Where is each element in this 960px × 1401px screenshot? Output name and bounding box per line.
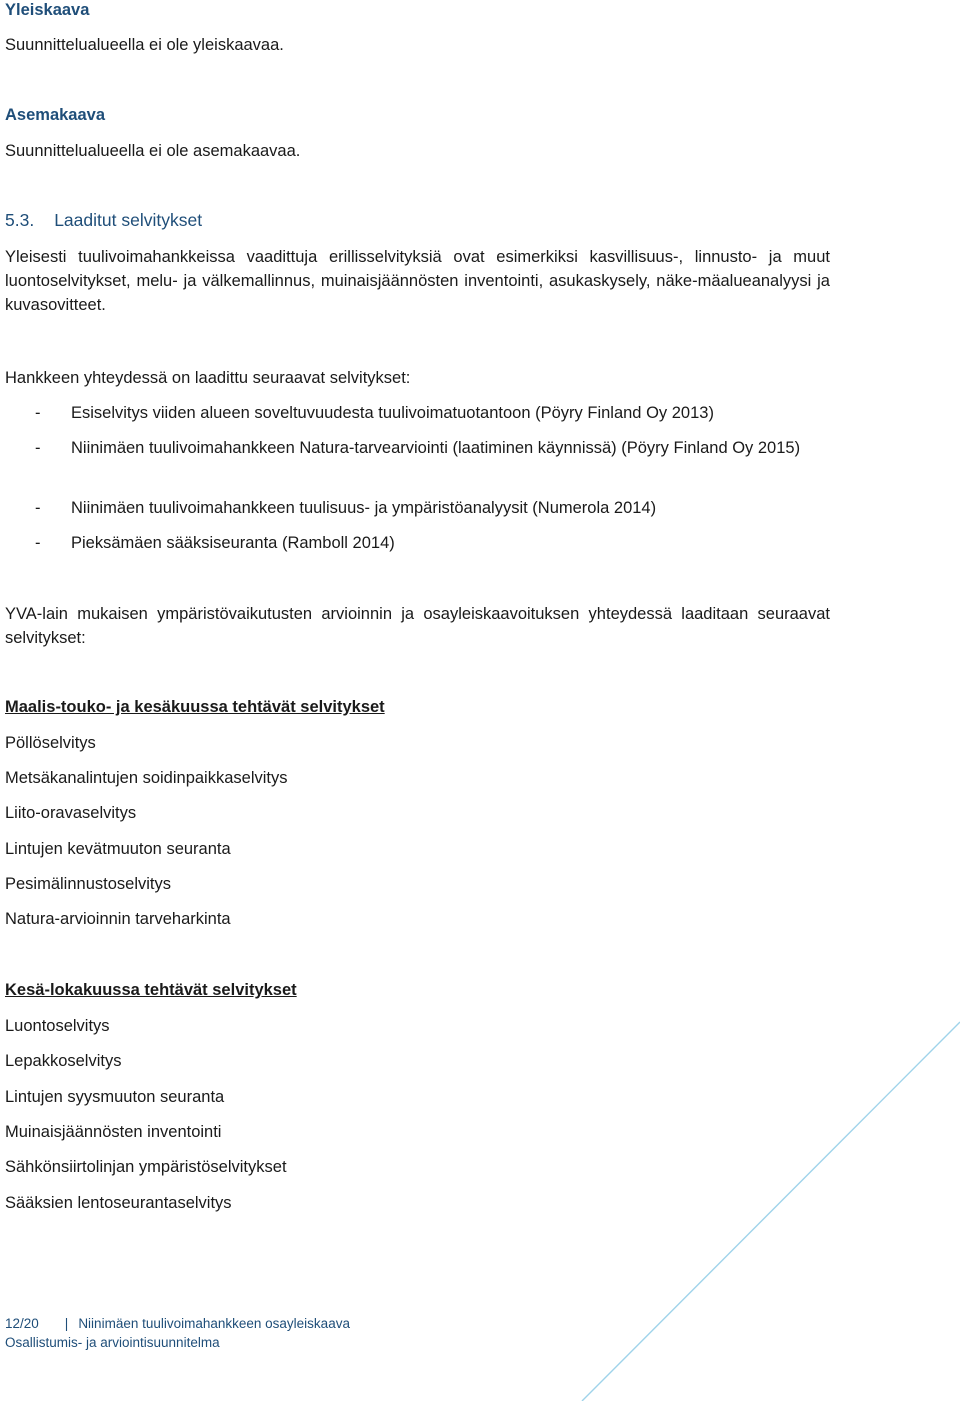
footer-subtitle: Osallistumis- ja arviointisuunnitelma bbox=[5, 1335, 220, 1350]
list-item: Natura-arvioinnin tarveharkinta bbox=[5, 910, 231, 928]
section-heading bbox=[5, 208, 202, 232]
page-number: 12/20 bbox=[5, 1316, 39, 1331]
footer-separator: | bbox=[64, 1316, 69, 1331]
list-item: Muinaisjäännösten inventointi bbox=[5, 1123, 222, 1141]
list-item: Lintujen syysmuuton seuranta bbox=[5, 1088, 225, 1106]
list-item: Lintujen kevätmuuton seuranta bbox=[5, 840, 231, 858]
list-item: Luontoselvitys bbox=[5, 1017, 110, 1035]
intro-paragraph: Yleisesti tuulivoimahankkeissa vaadittuja erillisselvityksiä ovat esimerkiksi kasvillisuus-, linnusto- ja muut luontoselvitykset, melu- ja välkemallinnus, muinaisjäännösten inventointi, asukaskysely, näke-mäalueanalyysi ja kuvasovitteet. bbox=[5, 248, 830, 314]
list-item: Sääksien lentoseurantaselvitys bbox=[5, 1194, 232, 1212]
autumn-heading: Kesä-lokakuussa tehtävät selvitykset bbox=[5, 981, 297, 999]
list-item: Pesimälinnustoselvitys bbox=[5, 875, 171, 893]
text-yleiskaava: Suunnittelualueella ei ole yleiskaavaa. bbox=[5, 36, 284, 54]
heading-asemakaava: Asemakaava bbox=[5, 106, 105, 124]
footer-title: Niinimäen tuulivoimahankkeen osayleiskaava bbox=[78, 1316, 350, 1331]
footer-line-1 bbox=[5, 1314, 350, 1333]
project-lead: Hankkeen yhteydessä on laadittu seuraavat selvitykset: bbox=[5, 369, 411, 387]
section-number: 5.3. bbox=[5, 210, 35, 230]
diagonal-line bbox=[582, 1022, 960, 1401]
heading-yleiskaava: Yleiskaava bbox=[5, 1, 90, 19]
list-item: Pöllöselvitys bbox=[5, 734, 96, 752]
list-item: Liito-oravaselvitys bbox=[5, 804, 137, 822]
footer bbox=[5, 1314, 350, 1352]
list-item: Metsäkanalintujen soidinpaikkaselvitys bbox=[5, 769, 288, 787]
yva-paragraph: YVA-lain mukaisen ympäristövaikutusten arvioinnin ja osayleiskaavoituksen yhteydessä laaditaan seuraavat selvitykset: bbox=[5, 605, 830, 647]
section-title: Laaditut selvitykset bbox=[54, 210, 203, 230]
list-item: Sähkönsiirtolinjan ympäristöselvitykset bbox=[5, 1158, 287, 1176]
list-item: Lepakkoselvitys bbox=[5, 1052, 122, 1070]
spring-heading: Maalis-touko- ja kesäkuussa tehtävät selvitykset bbox=[5, 698, 385, 716]
text-asemakaava: Suunnittelualueella ei ole asemakaavaa. bbox=[5, 142, 301, 160]
